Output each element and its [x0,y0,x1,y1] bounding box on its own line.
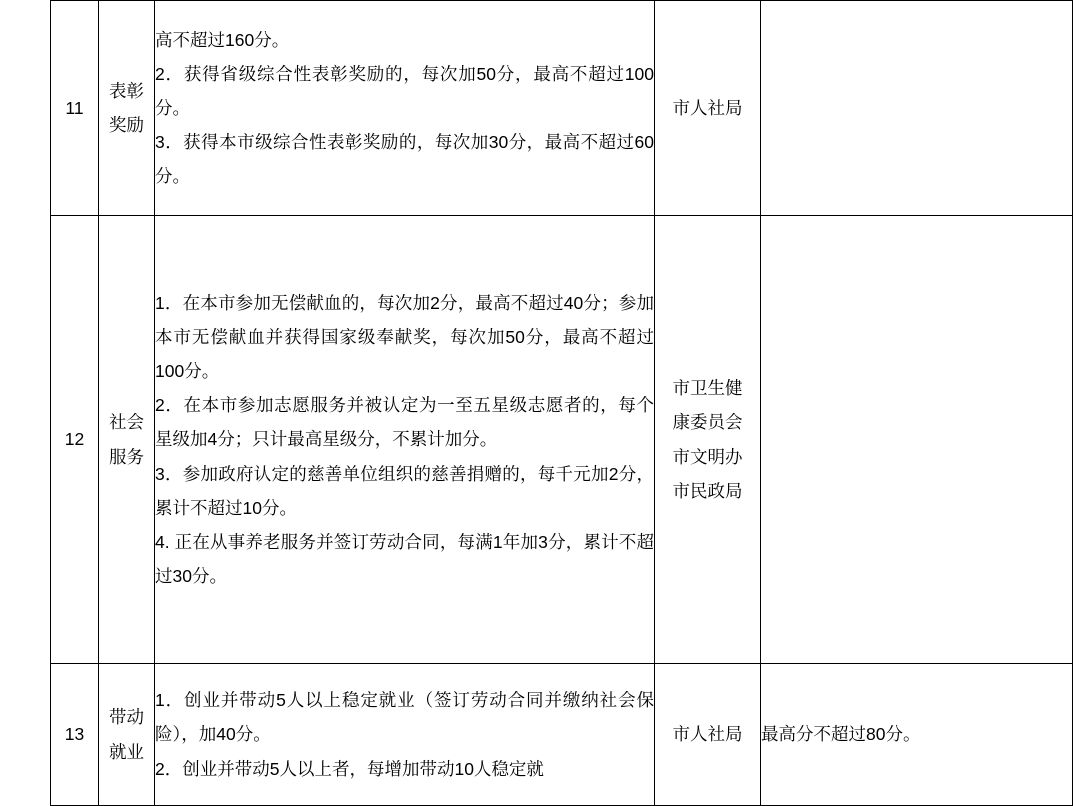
content-paragraph: 1．创业并带动5人以上稳定就业（签订劳动合同并缴纳社会保险），加40分。 [155,690,654,745]
row-note: 最高分不超过80分。 [761,664,1073,806]
row-index: 11 [51,1,99,216]
content-paragraph: 高不超过160分。 [155,29,290,50]
department-line: 康委员会 [672,412,743,433]
row-content [155,664,655,806]
row-category [99,216,155,664]
content-paragraph: 3．参加政府认定的慈善单位组织的慈善捐赠的，每千元加2分，累计不超过10分。 [155,463,654,518]
category-line: 表彰 [109,80,144,101]
content-paragraph: 2．在本市参加志愿服务并被认定为一至五星级志愿者的，每个星级加4分；只计最高星级分，不累计加分。 [155,395,654,450]
row-department [655,1,761,216]
content-paragraph: 2．获得省级综合性表彰奖励的，每次加50分，最高不超过100分。 [155,63,654,118]
row-note [761,216,1073,664]
department-line: 市文明办 [672,446,743,467]
department-line: 市人社局 [672,724,743,745]
category-line: 社会 [109,412,144,433]
table-row [51,664,1073,806]
row-content [155,1,655,216]
row-category [99,1,155,216]
row-index: 13 [51,664,99,806]
category-line: 带动 [109,707,144,728]
content-paragraph: 2．创业并带动5人以上者，每增加带动10人稳定就 [155,758,544,779]
row-department [655,664,761,806]
department-line: 市民政局 [672,480,743,501]
row-category [99,664,155,806]
category-line: 就业 [109,741,144,762]
table-row [51,1,1073,216]
row-note [761,1,1073,216]
category-line: 奖励 [109,115,144,135]
table-row [51,216,1073,664]
row-content [155,216,655,664]
content-paragraph: 4. 正在从事养老服务并签订劳动合同，每满1年加3分，累计不超过30分。 [155,531,654,586]
row-department [655,216,761,664]
department-line: 市人社局 [672,97,743,118]
category-line: 服务 [109,446,144,467]
score-criteria-table [50,0,1073,806]
content-paragraph: 1．在本市参加无偿献血的，每次加2分，最高不超过40分；参加本市无偿献血并获得国家级奉献奖，每次加50分，最高不超过100分。 [155,292,654,382]
department-line: 市卫生健 [672,378,743,399]
row-index: 12 [51,216,99,664]
content-paragraph: 3．获得本市级综合性表彰奖励的，每次加30分，最高不超过60分。 [155,132,654,187]
